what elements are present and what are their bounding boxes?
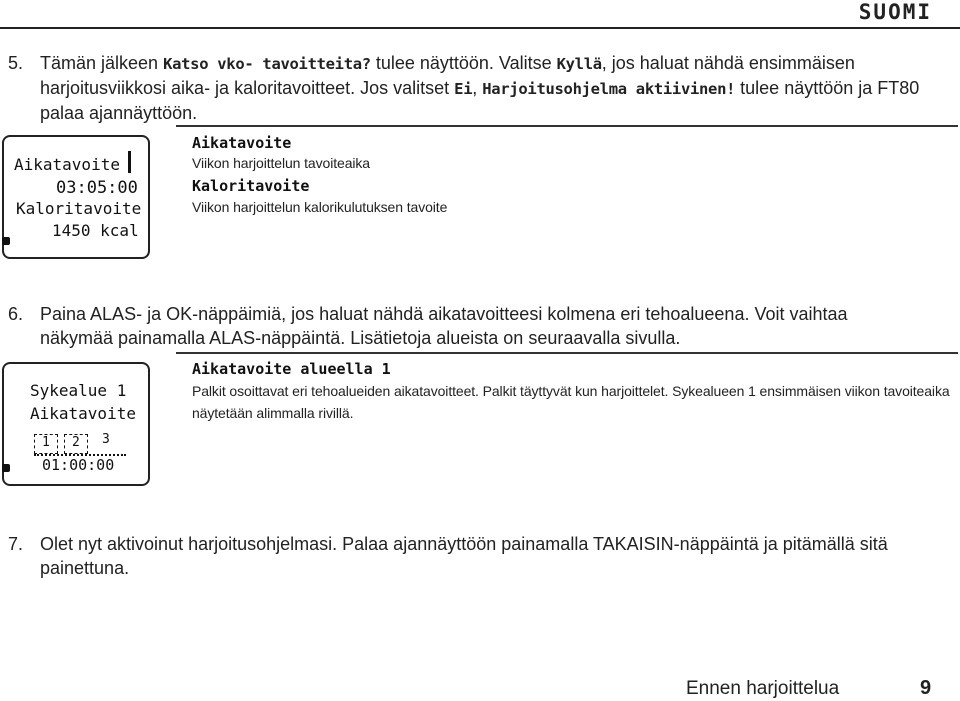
annotation-rule (176, 125, 958, 127)
step-6 (8, 302, 908, 350)
lcd-text: Kyllä (556, 55, 602, 73)
annotation-rule (176, 352, 958, 354)
lcd-text: Ei (454, 80, 473, 98)
display-line: 1450 kcal (52, 221, 139, 240)
watch-display-zone (2, 362, 150, 486)
step-text: Paina ALAS- ja OK-näppäimiä, jos haluat nähdä aikatavoitteesi kolmena eri tehoalueena. Voit vaihtaa näkymää painamalla ALAS-näppäintä. Lisätietoja alueista on seuraavalla sivulla. (40, 304, 848, 348)
step-number: 6. (8, 304, 24, 324)
zone-bar: 1 (34, 434, 58, 454)
display-line: Aikatavoite (14, 155, 120, 174)
annotation-description: Palkit osoittavat eri tehoalueiden aikatavoitteet. Palkit täyttyvät kun harjoittelet. Sykealueen 1 ensimmäisen viikon tavoiteaika näytetään alimmalla rivillä. (192, 383, 950, 421)
button-indicator (2, 237, 10, 245)
language-label: SUOMI (858, 0, 932, 24)
display-line: Kaloritavoite (16, 199, 142, 218)
zone-bars (34, 430, 126, 456)
page-number: 9 (920, 677, 932, 699)
annotation-heading: Aikatavoite alueella 1 (192, 360, 391, 378)
step-number: 7. (8, 534, 24, 554)
lcd-text: Harjoitusohjelma aktiivinen! (482, 80, 736, 98)
step-number: 5. (8, 53, 24, 73)
step-text: Olet nyt aktivoinut harjoitusohjelmasi. Palaa ajannäyttöön painamalla TAKAISIN-näppäintä ja pitämällä sitä painettuna. (40, 534, 888, 578)
footer-section-title: Ennen harjoittelua (686, 678, 840, 699)
annotation-description: Viikon harjoittelun kalorikulutuksen tavoite (192, 199, 448, 215)
step-7 (8, 532, 938, 580)
annotation-heading: Kaloritavoite (192, 177, 310, 195)
header-rule (0, 27, 960, 29)
display-line: 03:05:00 (56, 178, 138, 198)
lcd-text: Katso vko- tavoitteita? (163, 55, 371, 73)
display-line: Aikatavoite (30, 404, 136, 423)
cursor-bar (128, 151, 131, 173)
step-text: Tämän jälkeen Katso vko- tavoitteita? tulee näyttöön. Valitse Kyllä, jos haluat nähdä ensimmäisen harjoitusviikkosi aika- ja kaloritavoitteet. Jos valitset Ei, Harjoitusohjelma aktiivinen! tulee näyttöön ja FT80 palaa ajannäyttöön. (40, 53, 920, 123)
zone-bar: 3 (102, 432, 110, 447)
display-line: Sykealue 1 (30, 381, 127, 400)
annotation-heading: Aikatavoite (192, 134, 292, 152)
annotation-description: Viikon harjoittelun tavoiteaika (192, 155, 370, 171)
display-line: 01:00:00 (42, 456, 115, 474)
zone-bar: 2 (64, 434, 88, 454)
button-indicator (2, 464, 10, 472)
watch-display-goals (2, 135, 150, 259)
step-5 (8, 51, 938, 125)
